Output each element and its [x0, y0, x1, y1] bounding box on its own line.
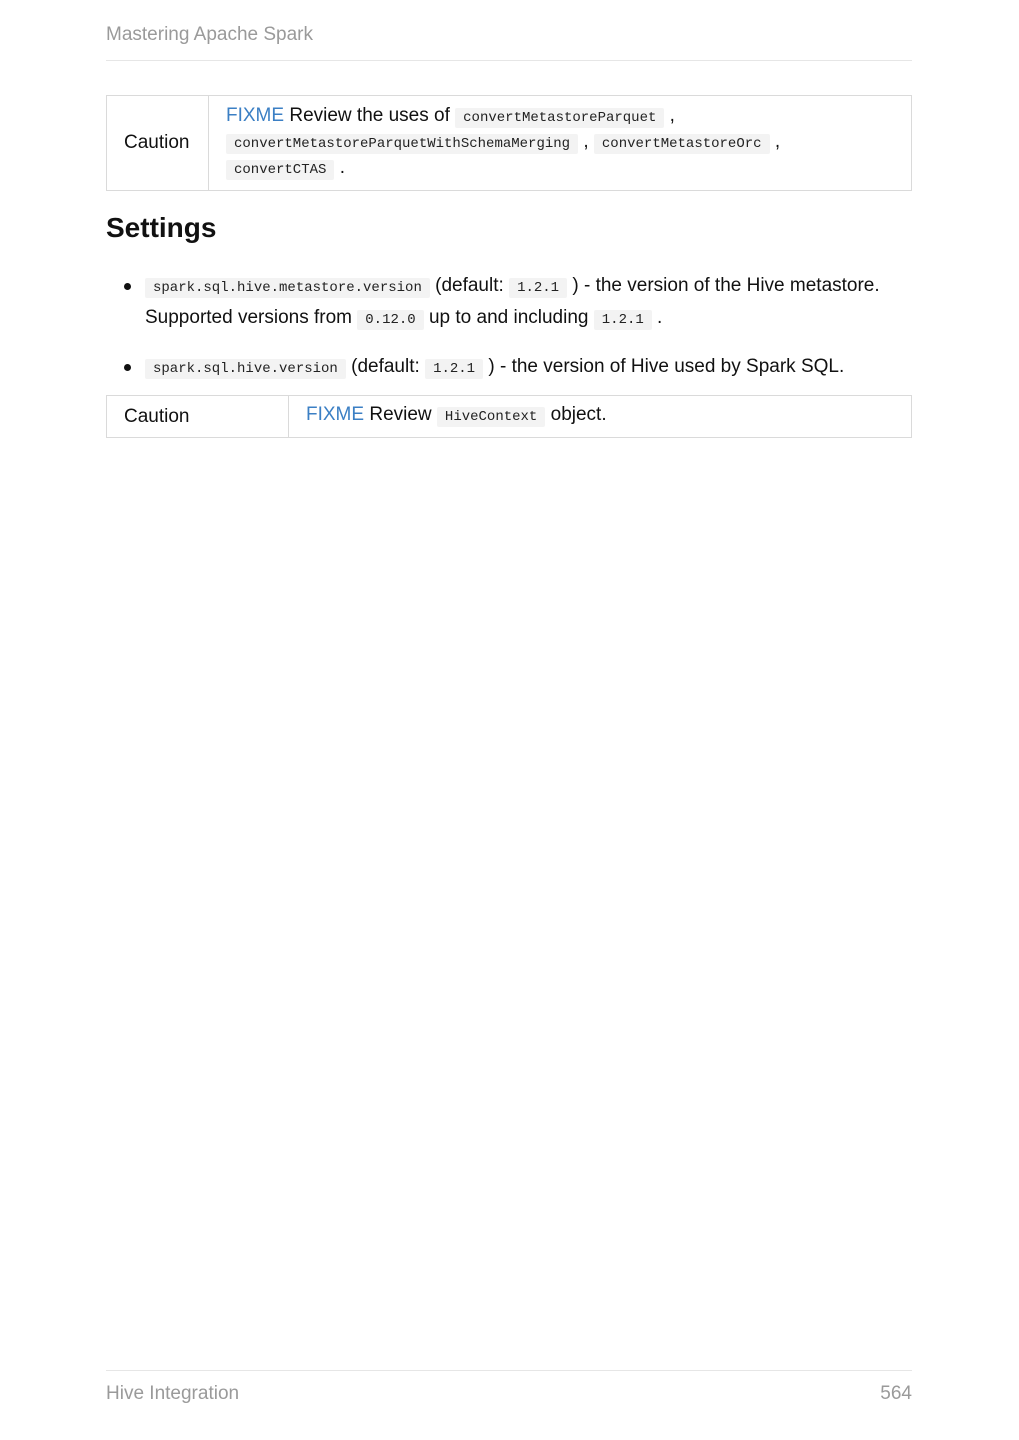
list-item-metastore-version	[106, 271, 912, 335]
footer-page-number: 564	[880, 1383, 912, 1404]
caution-label-text: Caution	[124, 132, 190, 153]
item-text: ) - the version of Hive used by Spark SQL.	[483, 356, 845, 377]
code-hive-version-key: spark.sql.hive.version	[145, 359, 346, 379]
footer-divider	[106, 1370, 912, 1371]
item-text: .	[651, 307, 663, 328]
code-version-to: 1.2.1	[594, 310, 652, 330]
page-header-title: Mastering Apache Spark	[106, 24, 314, 45]
caution-label	[107, 396, 289, 437]
separator: ,	[664, 105, 675, 126]
code-convert-metastore-parquet-schema-merging: convertMetastoreParquetWithSchemaMerging	[226, 134, 578, 154]
caution-content	[209, 96, 911, 190]
code-convert-metastore-orc: convertMetastoreOrc	[594, 134, 770, 154]
caution-box-hivecontext	[106, 395, 912, 438]
item-text: ) - the version of the Hive metastore. Supported versions from	[145, 275, 880, 328]
bullet-icon	[124, 283, 131, 290]
caution-text: object.	[545, 404, 607, 425]
code-version-from: 0.12.0	[357, 310, 423, 330]
code-default-value: 1.2.1	[425, 359, 483, 379]
footer-chapter-title: Hive Integration	[106, 1383, 240, 1404]
code-metastore-version-key: spark.sql.hive.metastore.version	[145, 278, 430, 298]
sentence-end: .	[334, 157, 345, 178]
code-convert-metastore-parquet: convertMetastoreParquet	[455, 108, 664, 128]
section-title-settings: Settings	[106, 212, 217, 243]
list-item-hive-version	[106, 352, 912, 384]
code-convert-ctas: convertCTAS	[226, 160, 334, 180]
settings-list	[106, 271, 912, 401]
caution-label-text: Caution	[124, 405, 190, 427]
code-hivecontext: HiveContext	[437, 407, 545, 427]
code-default-value: 1.2.1	[509, 278, 567, 298]
caution-content	[289, 396, 911, 437]
bullet-icon	[124, 364, 131, 371]
caution-text: Review	[364, 404, 437, 425]
separator: ,	[769, 131, 781, 152]
item-text: (default:	[429, 275, 510, 296]
item-text: up to and including	[423, 307, 594, 328]
caution-box-conversions	[106, 95, 912, 191]
caution-label	[107, 96, 209, 190]
header-divider	[106, 60, 912, 61]
separator: ,	[578, 131, 594, 152]
caution-text: Review the uses of	[284, 105, 456, 126]
item-text: (default:	[345, 356, 426, 377]
fixme-link[interactable]: FIXME	[226, 105, 285, 126]
fixme-link[interactable]: FIXME	[306, 404, 365, 425]
